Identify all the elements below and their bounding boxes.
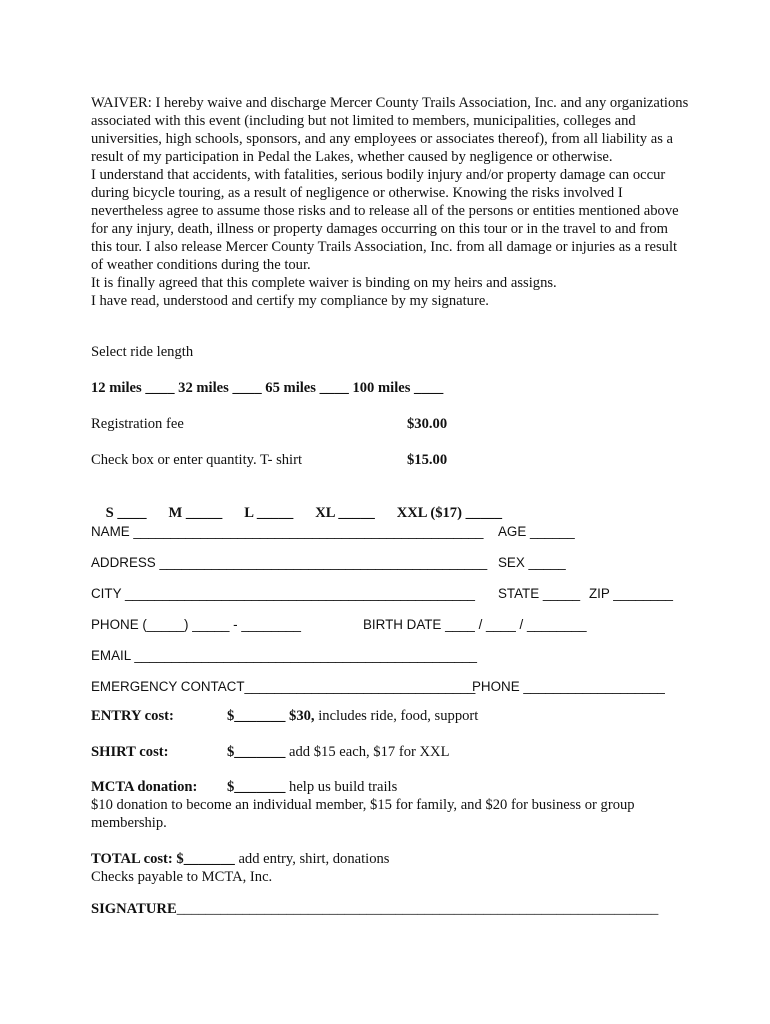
phone-field[interactable]: PHONE (_____) _____ - ________ — [91, 617, 301, 632]
donation-field[interactable]: $_______ help us build trails — [227, 779, 398, 795]
state-field[interactable]: STATE _____ — [498, 586, 581, 601]
zip-field[interactable]: ZIP ________ — [589, 586, 673, 601]
ride-length-options[interactable]: 12 miles ____ 32 miles ____ 65 miles ____ 100 miles ____ — [91, 380, 444, 396]
donation-label: MCTA donation: — [91, 779, 198, 795]
email-field[interactable]: EMAIL ______________________________________________ — [91, 648, 477, 663]
size-s[interactable]: S ____ — [105, 505, 147, 521]
total-cost-field[interactable]: TOTAL cost: $_______ add entry, shirt, donations — [91, 851, 390, 867]
ride-length-prompt: Select ride length — [91, 344, 194, 360]
size-xl[interactable]: XL _____ — [315, 505, 375, 521]
checks-payable: Checks payable to MCTA, Inc. — [91, 869, 273, 885]
emergency-phone-field[interactable]: PHONE ___________________ — [472, 679, 665, 694]
sex-field[interactable]: SEX _____ — [498, 555, 566, 570]
waiver-paragraph-4: I have read, understood and certify my compliance by my signature. — [91, 293, 489, 309]
membership-note-1: $10 donation to become an individual member, $15 for family, and $20 for business or group — [91, 797, 635, 813]
name-field[interactable]: NAME _______________________________________________ — [91, 524, 484, 539]
birth-date-field[interactable]: BIRTH DATE ____ / ____ / ________ — [363, 617, 587, 632]
shirt-cost-label: SHIRT cost: — [91, 744, 169, 760]
registration-fee-label: Registration fee — [91, 416, 184, 432]
size-l[interactable]: L _____ — [244, 505, 294, 521]
address-field[interactable]: ADDRESS ____________________________________________ — [91, 555, 488, 570]
waiver-text — [91, 94, 691, 310]
waiver-paragraph-1: WAIVER: I hereby waive and discharge Mercer County Trails Association, Inc. and any organizations associated with this event (including but not limited to members, municipalities, colleges and universities, high schools, sponsors, and any employees or associates thereof), from all liability as a result of my participation in Pedal the Lakes, whether caused by negligence or otherwise. — [91, 95, 689, 165]
waiver-paragraph-3: It is finally agreed that this complete waiver is binding on my heirs and assigns. — [91, 275, 557, 291]
entry-cost-label: ENTRY cost: — [91, 708, 174, 724]
entry-cost-field[interactable]: $_______ $30, includes ride, food, support — [227, 708, 479, 724]
tshirt-label: Check box or enter quantity. T- shirt — [91, 452, 303, 468]
size-xxl[interactable]: XXL ($17) _____ — [396, 505, 503, 521]
registration-fee-amount: $30.00 — [407, 416, 448, 432]
emergency-contact-field[interactable]: EMERGENCY CONTACT_______________________________ — [91, 679, 476, 694]
age-field[interactable]: AGE ______ — [498, 524, 575, 539]
signature-field[interactable]: SIGNATURE__________________________________________________________________ — [91, 901, 659, 917]
city-field[interactable]: CITY _______________________________________________ — [91, 586, 475, 601]
waiver-paragraph-2: I understand that accidents, with fatalities, serious bodily injury and/or property damage can occur during bicycle touring, as a result of negligence or otherwise. Knowing the risks involved I nevertheless agree to assume those risks and to release all of the persons or entities mentioned above for any injury, death, illness or property damages occurring on this tour or in the travel to and from this tour. I also release Mercer County Trails Association, Inc. from all damage or injuries as a result of weather conditions during the tour. — [91, 167, 679, 273]
membership-note-2: membership. — [91, 815, 167, 831]
shirt-cost-field[interactable]: $_______ add $15 each, $17 for XXL — [227, 744, 450, 760]
tshirt-amount: $15.00 — [407, 452, 448, 468]
size-m[interactable]: M _____ — [168, 505, 223, 521]
